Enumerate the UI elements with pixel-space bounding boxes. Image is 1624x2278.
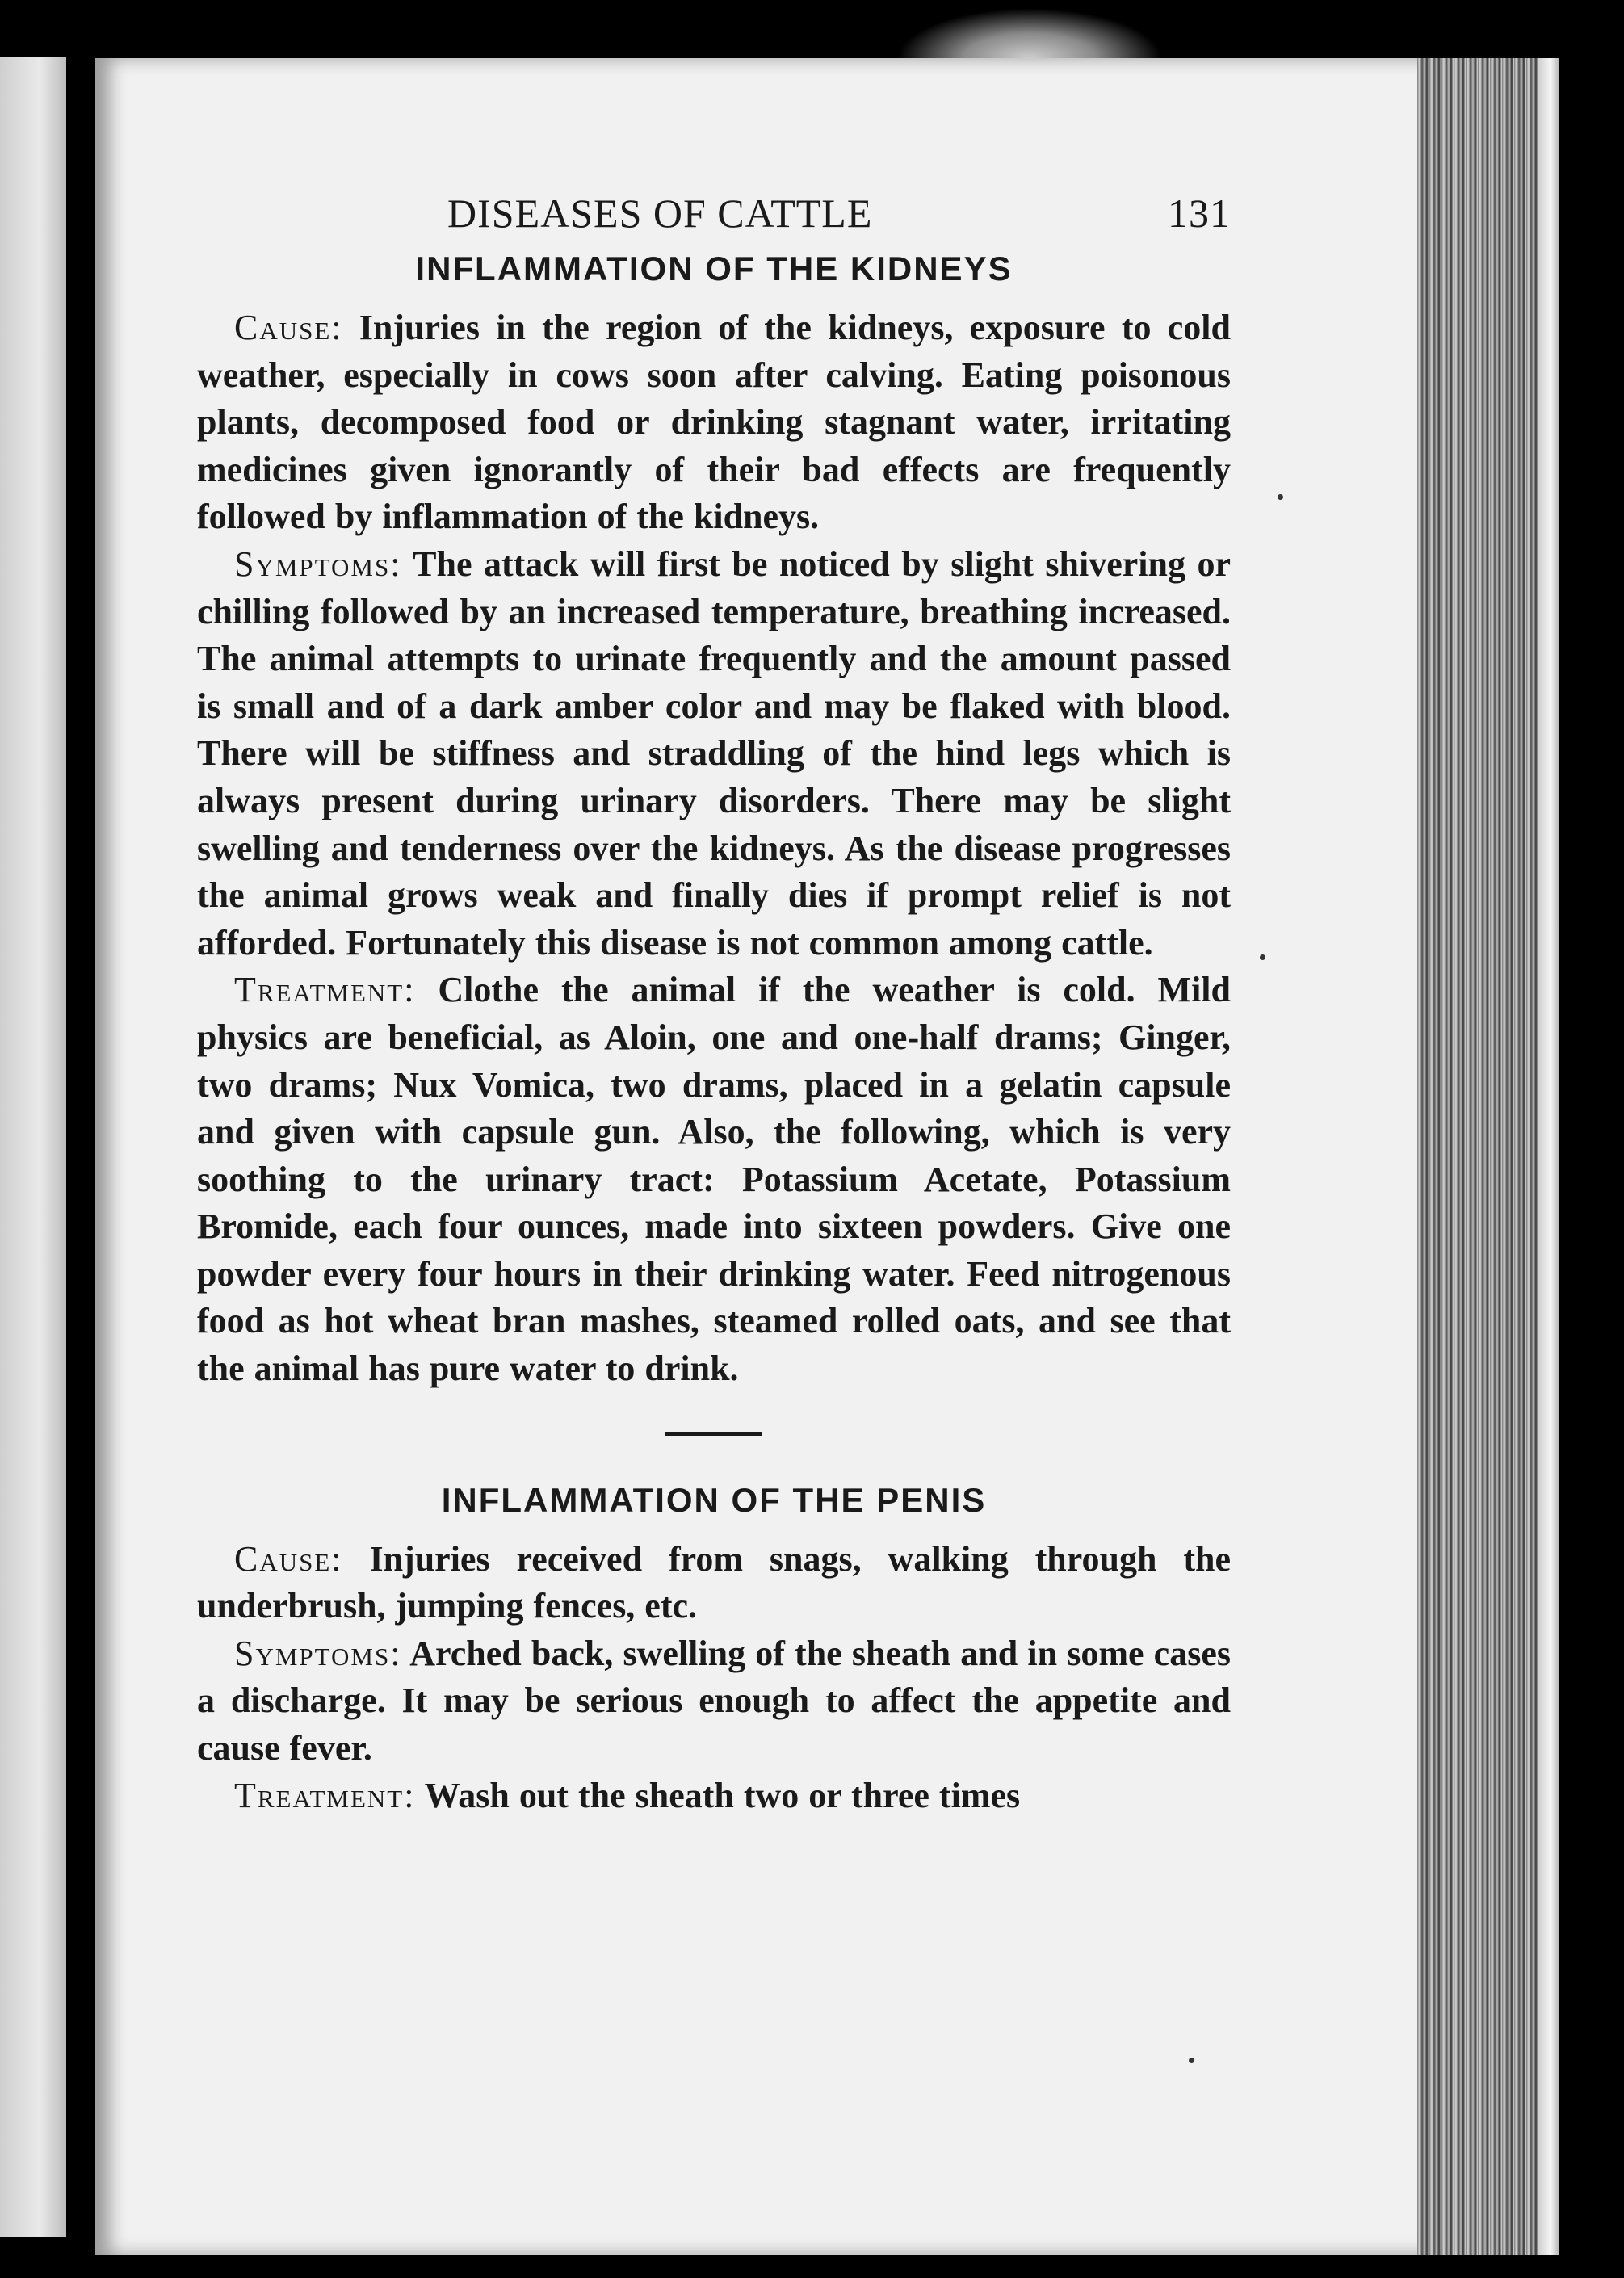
paragraph-text: Wash out the sheath two or three times	[424, 1775, 1021, 1815]
paragraph-text: Clothe the animal if the weather is cold. Mild physics are beneficial, as Aloin, one and one-half drams; Ginger, two drams; Nux Vomica, two drams, placed in a gelatin capsule and given with capsule gun. Also, the following, which is very soothing to the urinary tract: Potassium Acetate, Potassium Bromide, each four ounces, made into sixteen powders. Give one powder every four hours in their drinking water. Feed nitrogenous food as hot wheat bran mashes, steamed rolled oats, and see that the animal has pure water to drink.	[197, 970, 1231, 1389]
cause-paragraph	[197, 304, 1231, 541]
symptoms-paragraph	[197, 1630, 1231, 1772]
cause-paragraph	[197, 1536, 1231, 1630]
paragraph-lead: Symptoms:	[234, 1633, 402, 1673]
section-title: INFLAMMATION OF THE KIDNEYS	[415, 250, 1013, 287]
section-kidneys	[197, 250, 1231, 1393]
paragraph-lead: Treatment:	[234, 970, 416, 1010]
background-shadow	[1559, 40, 1624, 2278]
paragraph-text: The attack will first be noticed by slight shivering or chilling followed by an increased temperature, breathing increased. The animal attempts to urinate frequently and the amount passed is small and of a dark amber color and may be flaked with blood. There will be stiffness and straddling of the hind legs which is always present during urinary disorders. There may be slight swelling and tenderness over the kidneys. As the disease progresses the animal grows weak and finally dies if prompt relief is not afforded. Fortunately this disease is not common among cattle.	[197, 543, 1231, 963]
page-stack-edge	[1417, 58, 1563, 2255]
page-content	[197, 190, 1231, 1819]
paragraph-lead: Cause:	[234, 1538, 343, 1579]
paragraph-lead: Symptoms:	[234, 543, 402, 584]
paragraph-lead: Treatment:	[234, 1775, 416, 1815]
section-penis	[197, 1481, 1231, 1820]
page-number: 131	[1168, 191, 1231, 236]
paragraph-lead: Cause:	[234, 308, 343, 347]
section-title: INFLAMMATION OF THE PENIS	[441, 1480, 987, 1519]
facing-page-edge	[0, 57, 66, 2237]
paragraph-text: Injuries received from snags, walking through the underbrush, jumping fences, etc.	[197, 1538, 1232, 1626]
top-edge-tear	[896, 8, 1163, 65]
symptoms-paragraph	[197, 541, 1231, 967]
treatment-paragraph	[197, 1772, 1231, 1820]
print-speck	[1278, 494, 1283, 500]
print-speck	[1260, 954, 1265, 960]
running-head-title: DISEASES OF CATTLE	[447, 191, 873, 236]
paragraph-text: Injuries in the region of the kidneys, exposure to cold weather, especially in cows soon after calving. Eating poisonous plants, decomposed food or drinking stagnant water, irritating medicines given ignorantly of their bad effects are frequently followed by inflammation of the kidneys.	[197, 308, 1232, 537]
running-head	[197, 190, 1231, 246]
section-divider	[665, 1432, 762, 1436]
treatment-paragraph	[197, 967, 1231, 1392]
paragraph-text: Arched back, swelling of the sheath and in some cases a discharge. It may be serious enough to affect the appetite and cause fever.	[197, 1633, 1231, 1768]
print-speck	[1189, 2058, 1194, 2063]
